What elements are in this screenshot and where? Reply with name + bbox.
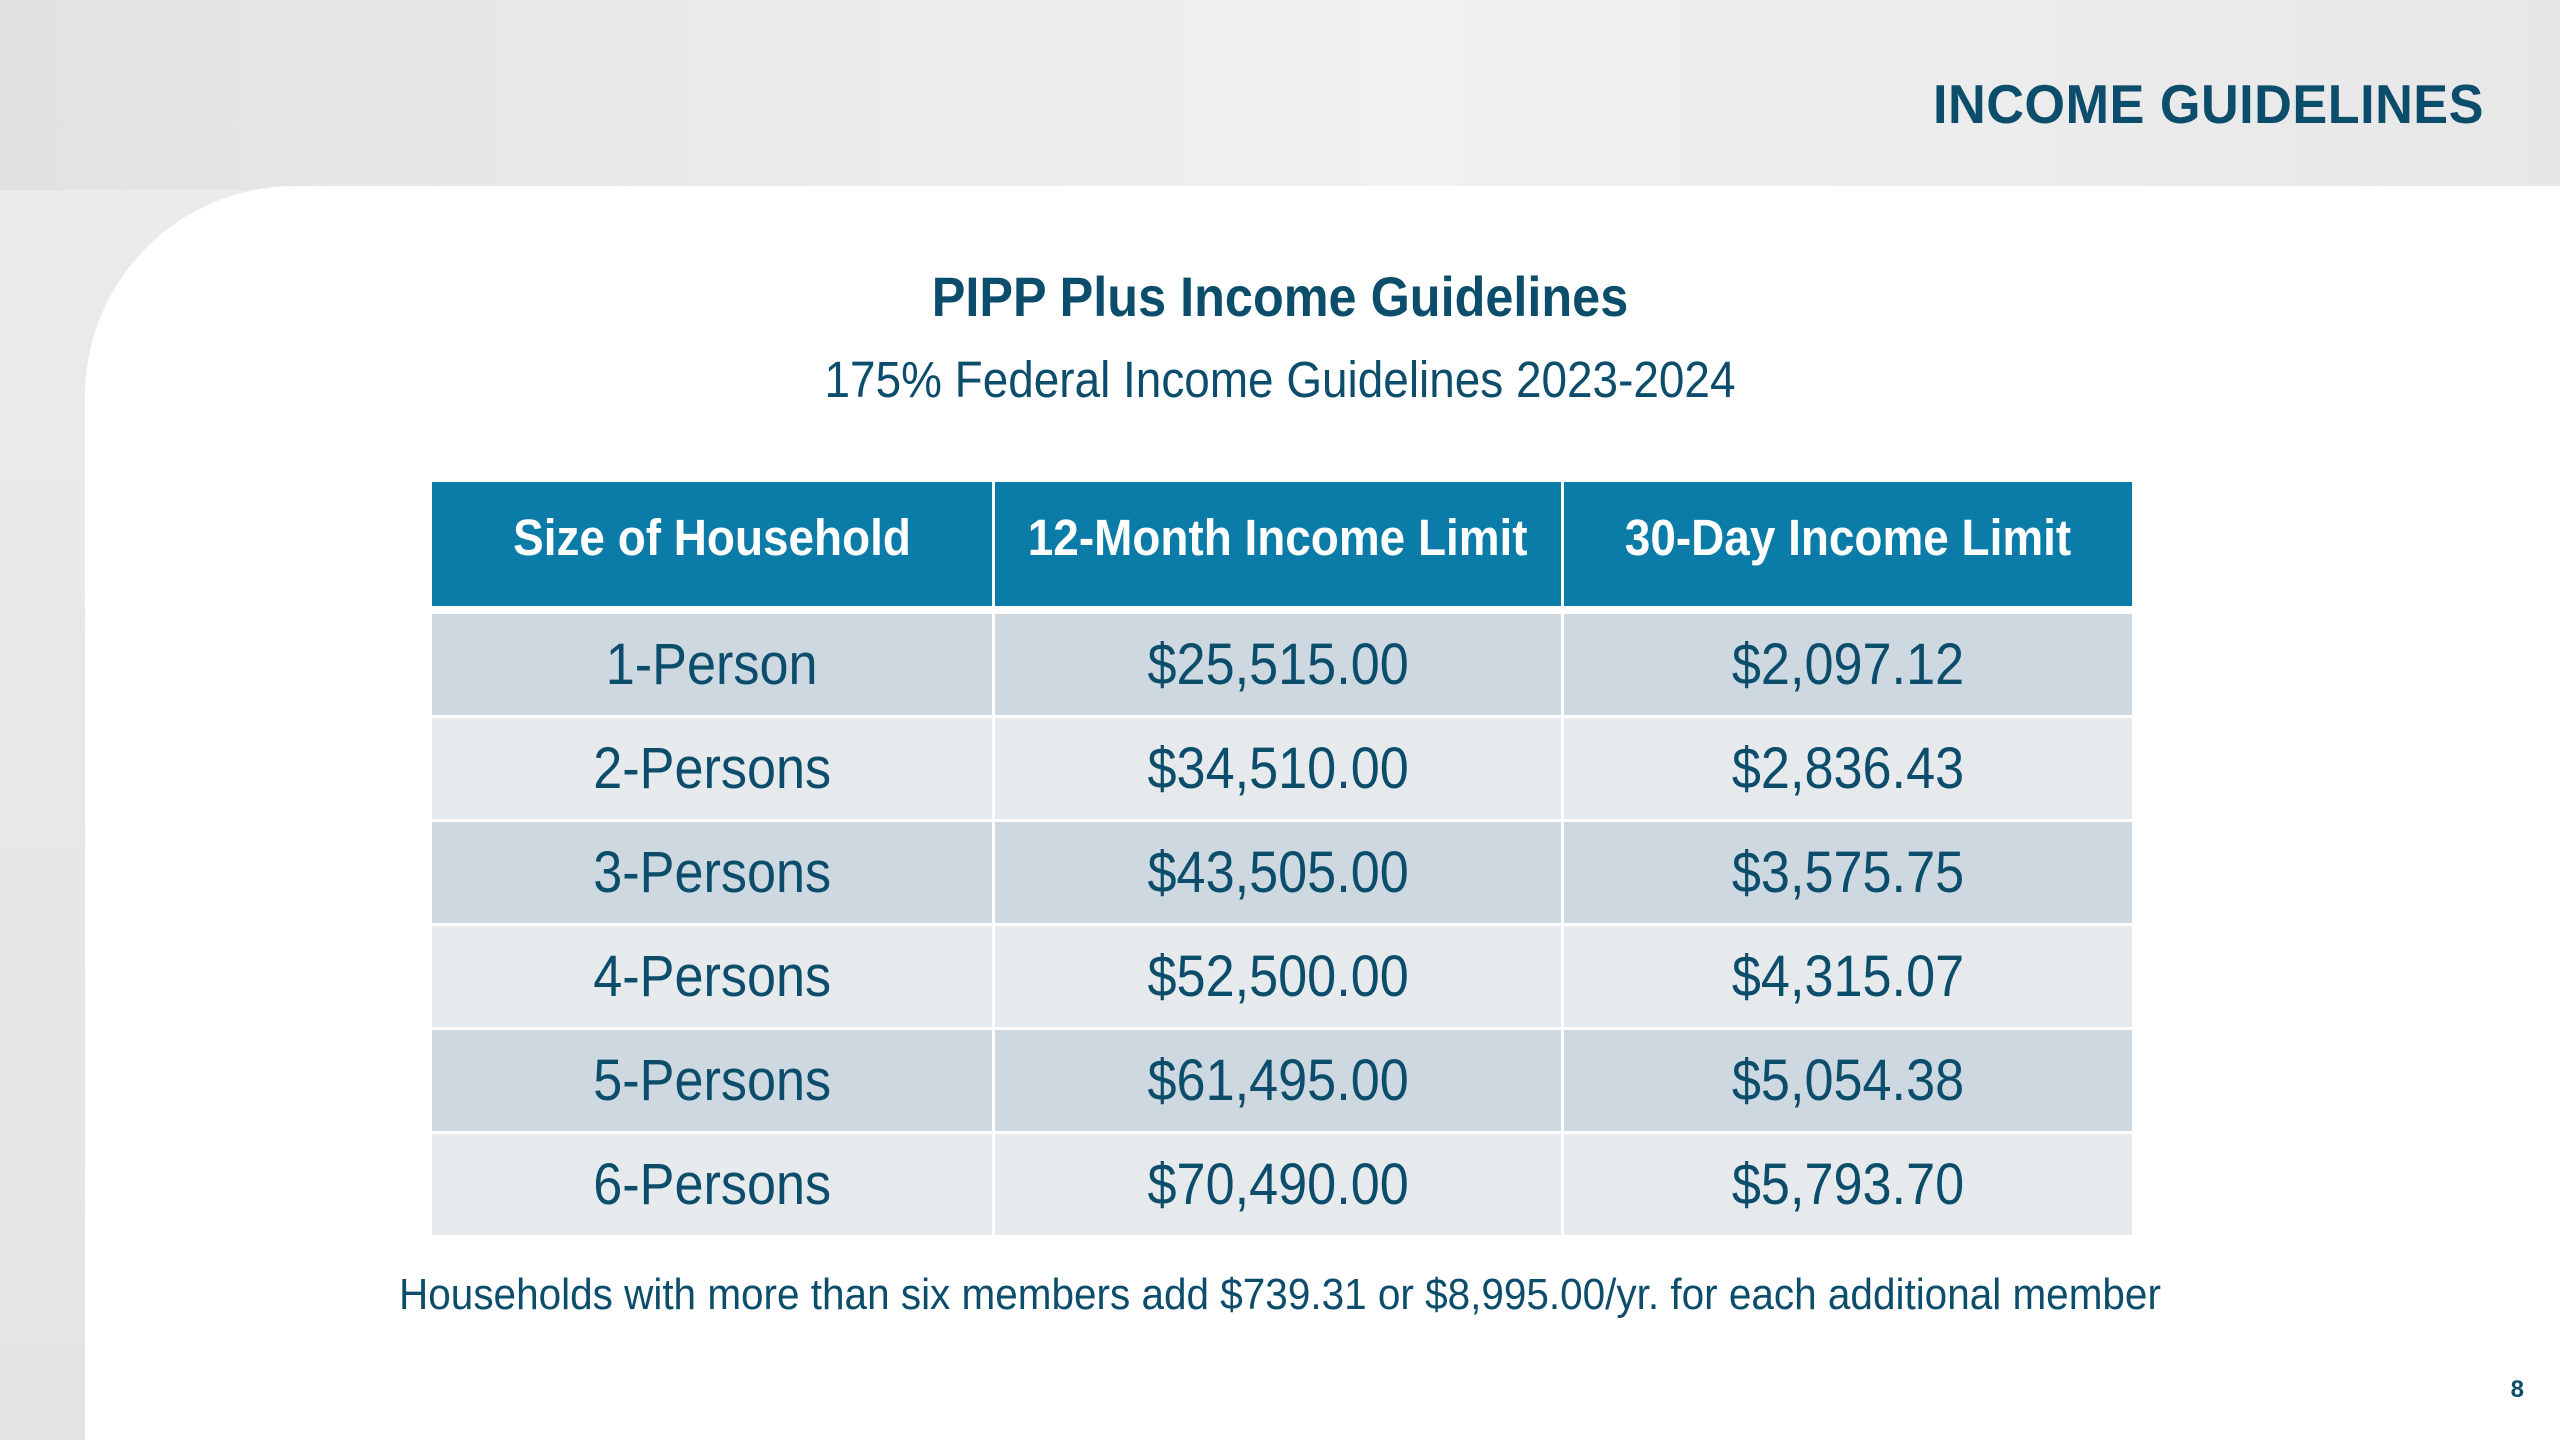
table-subtitle: 175% Federal Income Guidelines 2023-2024 <box>824 351 1736 408</box>
annual-limit-cell: $52,500.00 <box>995 926 1564 1027</box>
household-size-cell: 1-Person <box>432 614 995 715</box>
column-header: 12-Month Income Limit <box>995 482 1564 606</box>
monthly-limit-cell: $2,097.12 <box>1564 614 2132 715</box>
monthly-limit-cell: $3,575.75 <box>1564 822 2132 923</box>
table-row <box>432 614 2132 718</box>
table-title: PIPP Plus Income Guidelines <box>931 265 1629 328</box>
table-row <box>432 822 2132 926</box>
column-header: 30-Day Income Limit <box>1564 482 2132 606</box>
monthly-limit-cell: $2,836.43 <box>1564 718 2132 819</box>
page-number: 8 <box>2510 1376 2524 1403</box>
annual-limit-cell: $34,510.00 <box>995 718 1564 819</box>
annual-limit-cell: $61,495.00 <box>995 1030 1564 1131</box>
table-row <box>432 718 2132 822</box>
monthly-limit-cell: $4,315.07 <box>1564 926 2132 1027</box>
household-size-cell: 5-Persons <box>432 1030 995 1131</box>
table-row <box>432 1134 2132 1238</box>
household-size-cell: 4-Persons <box>432 926 995 1027</box>
section-title: INCOME GUIDELINES <box>1933 73 2484 135</box>
income-guidelines-table <box>432 482 2132 1238</box>
table-row <box>432 1030 2132 1134</box>
annual-limit-cell: $70,490.00 <box>995 1134 1564 1235</box>
household-size-cell: 6-Persons <box>432 1134 995 1235</box>
annual-limit-cell: $25,515.00 <box>995 614 1564 715</box>
table-footnote: Households with more than six members add $739.31 or $8,995.00/yr. for each additional member <box>399 1270 2161 1319</box>
column-header: Size of Household <box>432 482 995 606</box>
household-size-cell: 2-Persons <box>432 718 995 819</box>
monthly-limit-cell: $5,054.38 <box>1564 1030 2132 1131</box>
table-header-row <box>432 482 2132 606</box>
monthly-limit-cell: $5,793.70 <box>1564 1134 2132 1235</box>
table-row <box>432 926 2132 1030</box>
annual-limit-cell: $43,505.00 <box>995 822 1564 923</box>
household-size-cell: 3-Persons <box>432 822 995 923</box>
